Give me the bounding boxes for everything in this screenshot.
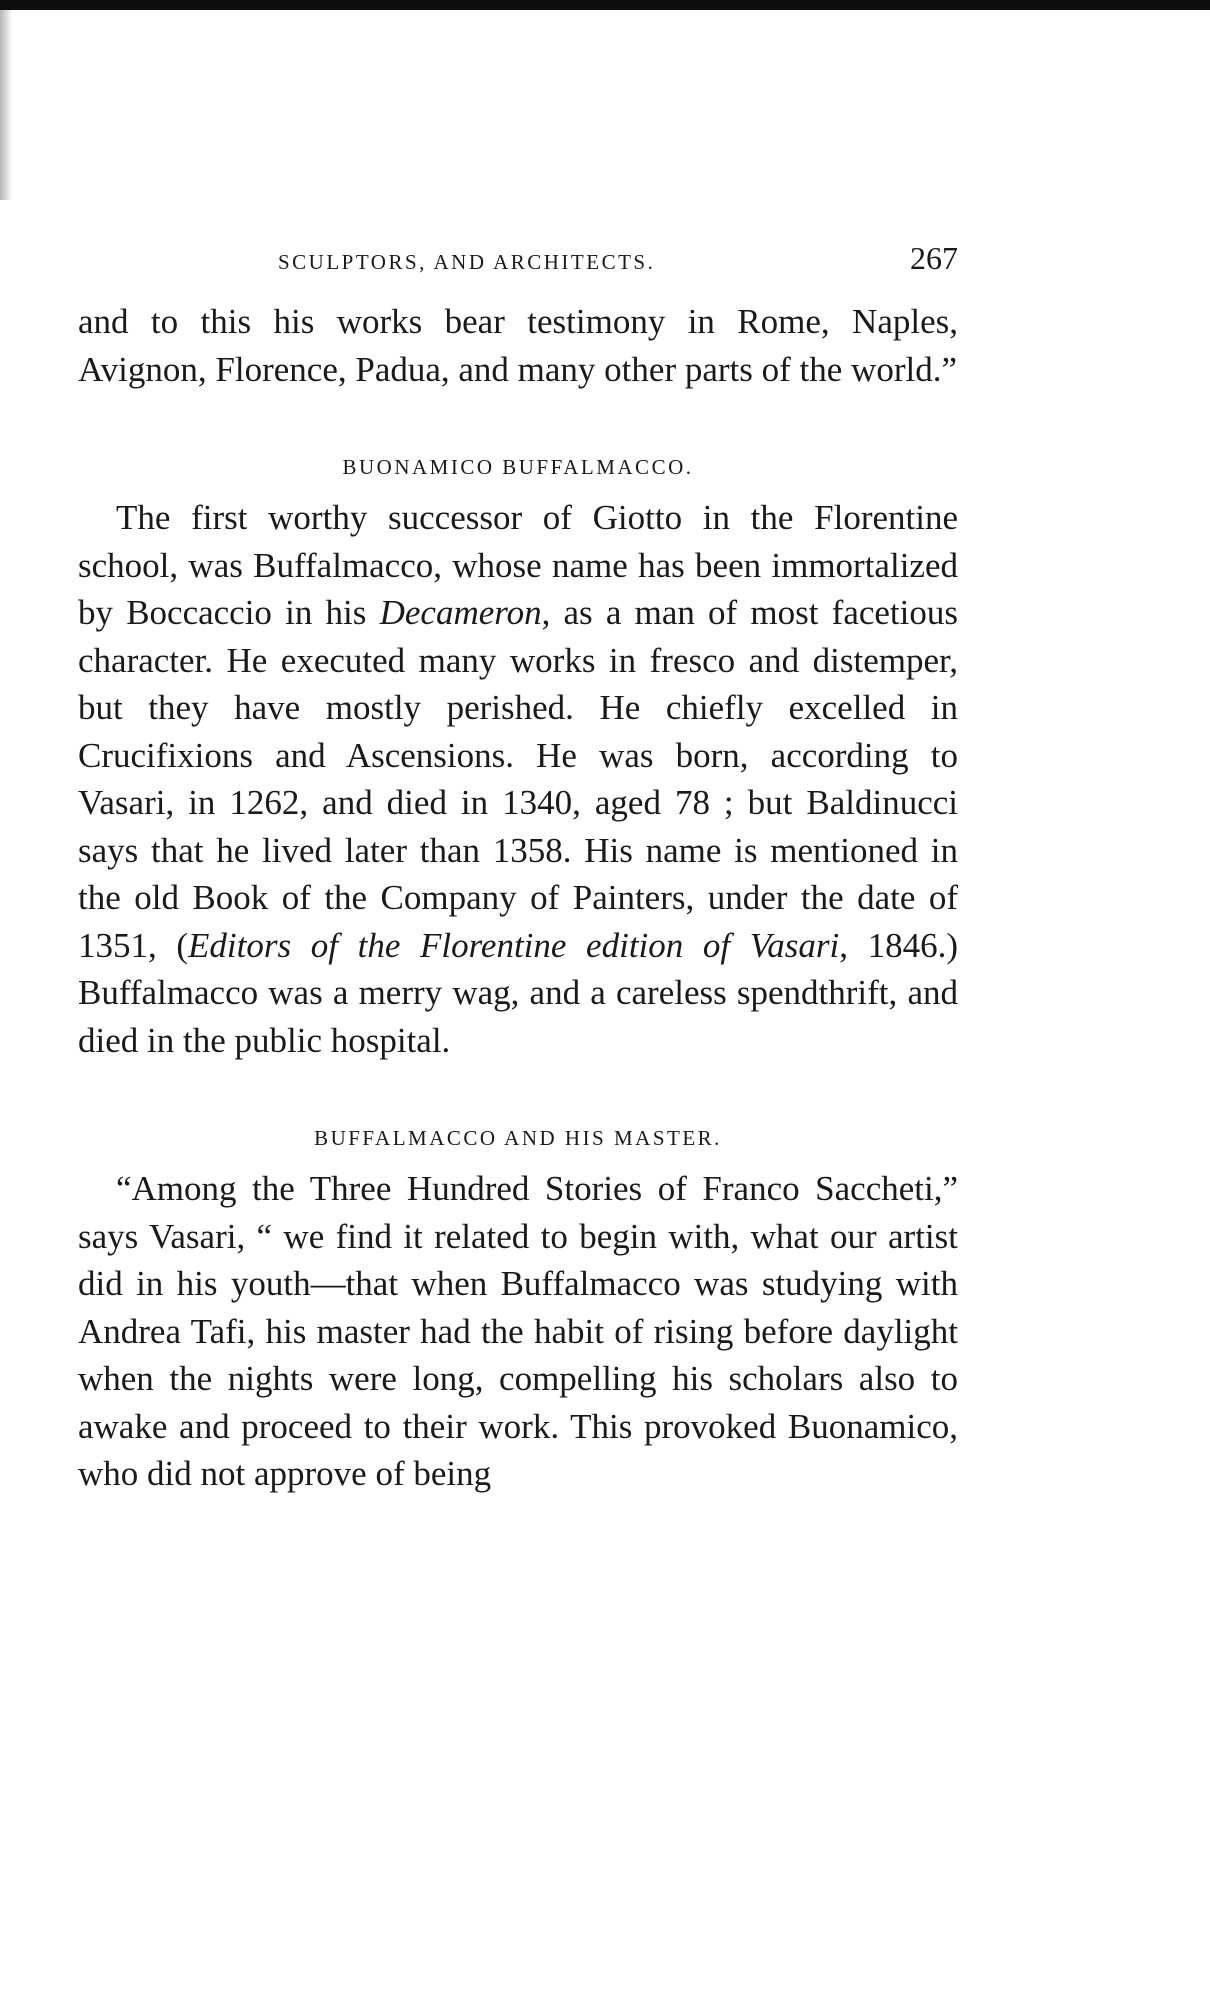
- italic-title-decameron: Decameron: [379, 593, 542, 632]
- paragraph-text: , as a man of most facetious character. He executed many works in fresco and distemper, but they have mostly perished. He chiefly excelled in Crucifixions and Ascensions. He was born, according to Vasari, in 1262, and died in 1340, aged 78 ; but Baldinucci says that he lived later than 1358. His name is mentioned in the old Book of the Company of Painters, under the date of 1351, (: [78, 593, 958, 965]
- spine-shadow: [0, 10, 12, 200]
- paragraph-buffalmacco-and-his-master: “Among the Three Hundred Stories of Franco Saccheti,” says Vasari, “ we find it related to begin with, what our artist did in his youth—that when Buffalmacco was studying with Andrea Tafi, his master had the habit of rising before daylight when the nights were long, compelling his scholars also to awake and proceed to their work. This provoked Buonamico, who did not approve of being: [78, 1169, 958, 1493]
- running-head-title: SCULPTORS, AND ARCHITECTS.: [278, 250, 656, 274]
- book-page: [78, 240, 958, 1498]
- paragraph-text: The first worthy successor of Giotto in the Florentine school, was Buffalmacco, whose name has been immortalized by Boccaccio in his: [78, 498, 958, 632]
- paragraph-text: , 1846.) Buffalmacco was a merry wag, and a careless spendthrift, and died in the public hospital.: [78, 925, 959, 1060]
- section-heading-buonamico-buffalmacco: BUONAMICO BUFFALMACCO.: [342, 455, 694, 479]
- italic-citation: Editors of the Florentine edition of Vasari: [188, 925, 840, 965]
- running-head: [78, 240, 958, 290]
- page-number: 267: [910, 240, 958, 276]
- paragraph-buonamico-buffalmacco: [78, 494, 958, 1064]
- page-top-edge: [0, 0, 1210, 10]
- continuation-paragraph: and to this his works bear testimony in Rome, Naples, Avignon, Florence, Padua, and many other parts of the world.”: [78, 302, 958, 389]
- section-heading-buffalmacco-and-his-master: BUFFALMACCO AND HIS MASTER.: [314, 1126, 722, 1150]
